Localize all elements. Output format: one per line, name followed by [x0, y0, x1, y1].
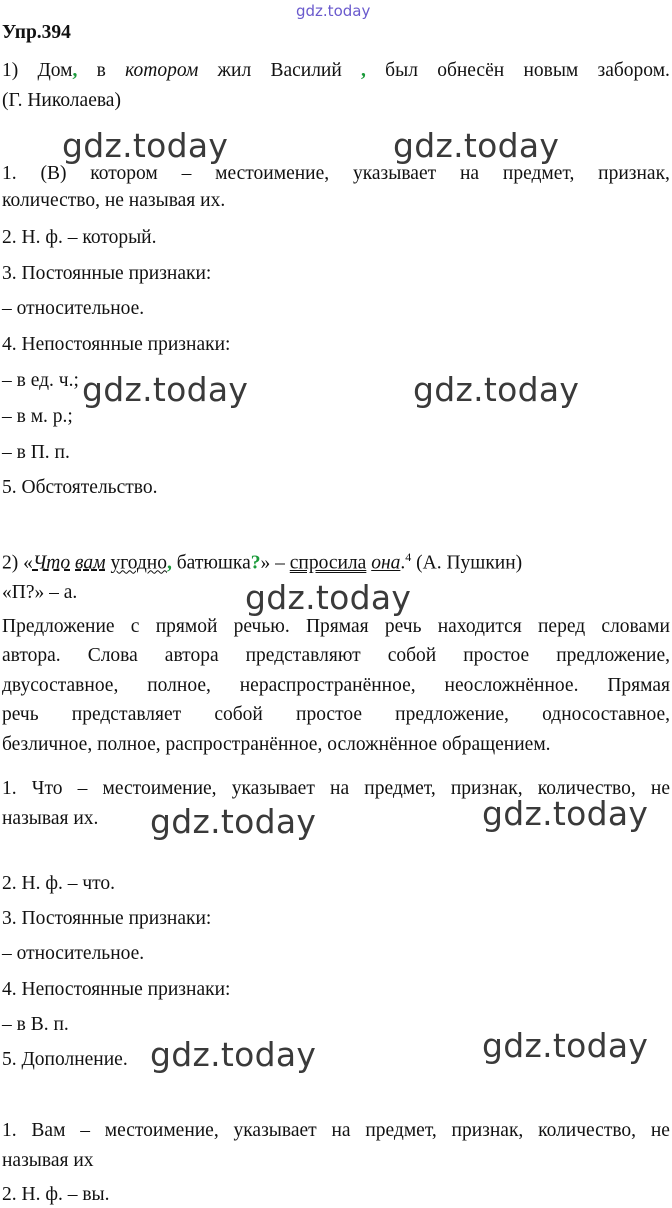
- word-sprosila: спросила: [289, 552, 367, 574]
- word: новым: [523, 60, 579, 81]
- word: речь: [2, 704, 39, 725]
- word: нераспространённое,: [239, 675, 416, 696]
- watermark: gdz.today: [482, 794, 649, 833]
- word: простое: [296, 704, 362, 725]
- analysis-1-item-4: 4. Непостоянные признаки:: [2, 334, 231, 355]
- word: на: [459, 163, 480, 184]
- word: перед: [538, 616, 586, 637]
- word: в: [96, 60, 106, 81]
- sentence-1-source: (Г. Николаева): [2, 90, 121, 111]
- word: признак,: [598, 163, 670, 184]
- word: односоставное,: [542, 704, 670, 725]
- analysis-2-item-5: 5. Дополнение.: [2, 1049, 128, 1070]
- word: Слова: [87, 645, 138, 666]
- paragraph-line-5: безличное, полное, распространённое, осложнённое обращением.: [2, 734, 551, 755]
- word-kotorom: котором: [125, 60, 199, 81]
- word: местоимение,: [215, 163, 330, 184]
- word: двусоставное,: [2, 675, 119, 696]
- word: предмет,: [364, 778, 436, 799]
- word: представляют: [245, 645, 361, 666]
- word: собой: [214, 704, 263, 725]
- text: 2) «: [2, 552, 33, 574]
- word-vasiliy: Василий: [270, 60, 342, 81]
- analysis-2-item-4: 4. Непостоянные признаки:: [2, 979, 231, 1000]
- word: признак,: [450, 778, 523, 799]
- word-batyushka: батюшка: [171, 552, 251, 574]
- analysis-2-item-3: 3. Постоянные признаки:: [2, 908, 212, 929]
- word: на: [331, 1120, 351, 1141]
- word: неосложнённое.: [444, 675, 579, 696]
- analysis-3-item-1: [2, 1118, 670, 1144]
- analysis-3-item-1-cont: называя их: [2, 1150, 94, 1171]
- word: предмет,: [502, 163, 575, 184]
- word: –: [181, 163, 192, 184]
- paragraph-line-3: [2, 673, 670, 699]
- punct-comma: ,: [167, 552, 172, 574]
- word: 1): [2, 60, 19, 81]
- word: прямой: [155, 616, 218, 637]
- word: автора: [164, 645, 219, 666]
- word: речь: [384, 616, 422, 637]
- analysis-1-item-5: 5. Обстоятельство.: [2, 477, 158, 498]
- word: не: [650, 778, 670, 799]
- word: местоимение,: [104, 1120, 219, 1141]
- watermark: gdz.today: [150, 802, 317, 841]
- word-ugodno: угодно: [110, 552, 167, 574]
- sentence-1-line-1: [2, 58, 670, 84]
- text: (А. Пушкин): [411, 552, 523, 574]
- watermark: gdz.today: [413, 370, 580, 409]
- word: 1.: [2, 778, 17, 799]
- word: полное,: [147, 675, 211, 696]
- word: предложение,: [556, 645, 670, 666]
- word: был: [385, 60, 418, 81]
- word: находится: [437, 616, 522, 637]
- exercise-title: Упр.394: [2, 22, 71, 43]
- word: Что: [31, 778, 63, 799]
- analysis-1-item-3a: – относительное.: [2, 298, 145, 319]
- watermark: gdz.today: [150, 1035, 317, 1074]
- analysis-2-item-4a: – в В. п.: [2, 1014, 69, 1035]
- word: не: [650, 1120, 670, 1141]
- word: Вам: [31, 1120, 66, 1141]
- word: 1.: [2, 1120, 17, 1141]
- paragraph-line-4: [2, 702, 670, 728]
- word: на: [330, 778, 350, 799]
- word: собой: [387, 645, 437, 666]
- word: –: [80, 1120, 90, 1141]
- word: (В): [40, 163, 67, 184]
- analysis-3-item-2: 2. Н. ф. – вы.: [2, 1184, 110, 1205]
- footnote-mark: 4: [405, 550, 412, 564]
- word: жил: [217, 60, 252, 81]
- analysis-2-item-3a: – относительное.: [2, 943, 145, 964]
- analysis-2-item-1-cont: называя их.: [2, 808, 99, 829]
- word: словами: [601, 616, 670, 637]
- word: количество,: [538, 1120, 637, 1141]
- analysis-1-item-1-cont: количество, не называя их.: [2, 190, 226, 211]
- sentence-2: [2, 544, 522, 577]
- watermark: gdz.today: [482, 1026, 649, 1065]
- word: обнесён: [437, 60, 505, 81]
- text: » –: [260, 552, 290, 574]
- word-ona: она: [371, 552, 401, 574]
- analysis-1-item-1: [2, 161, 670, 187]
- word: представляет: [71, 704, 182, 725]
- word: с: [130, 616, 140, 637]
- analysis-1-item-4c: – в П. п.: [2, 442, 70, 463]
- word: указывает: [352, 163, 437, 184]
- word: автора.: [2, 645, 61, 666]
- watermark: gdz.today: [82, 370, 249, 409]
- watermark: gdz.today: [245, 578, 412, 617]
- word: [38, 58, 78, 84]
- analysis-1-item-3: 3. Постоянные признаки:: [2, 263, 212, 284]
- word: местоимение,: [102, 778, 217, 799]
- word: указывает: [233, 1120, 317, 1141]
- word: предмет,: [365, 1120, 437, 1141]
- word: 1.: [2, 163, 17, 184]
- word: признак,: [451, 1120, 524, 1141]
- watermark: gdz.today: [62, 126, 229, 165]
- word: котором: [90, 163, 158, 184]
- analysis-2-item-2: 2. Н. ф. – что.: [2, 873, 116, 894]
- paragraph-line-1: [2, 614, 670, 640]
- word: Прямая: [607, 675, 670, 696]
- word: речью.: [233, 616, 290, 637]
- analysis-1-item-4a: – в ед. ч.;: [2, 370, 79, 391]
- paragraph-line-2: [2, 643, 670, 669]
- word: количество,: [537, 778, 636, 799]
- word-vam: вам: [75, 552, 106, 574]
- word: Предложение: [2, 616, 115, 637]
- word: –: [77, 778, 88, 799]
- analysis-1-item-2: 2. Н. ф. – который.: [2, 227, 157, 248]
- word-dom: Дом: [37, 60, 73, 81]
- word: указывает: [231, 778, 315, 799]
- word-chto: Что: [32, 552, 71, 574]
- punct-comma: ,: [72, 60, 78, 81]
- text: .: [400, 552, 406, 574]
- word: забором.: [597, 60, 670, 81]
- word: Прямая: [305, 616, 369, 637]
- watermark: gdz.today: [393, 126, 560, 165]
- punct-comma: ,: [361, 60, 366, 81]
- watermark-top: gdz.today: [296, 2, 371, 20]
- word: предложение,: [395, 704, 509, 725]
- analysis-1-item-4b: – в м. р.;: [2, 406, 73, 427]
- punct-question: ?: [250, 552, 261, 574]
- word: простое: [463, 645, 530, 666]
- sentence-2-scheme: «П?» – а.: [2, 582, 78, 603]
